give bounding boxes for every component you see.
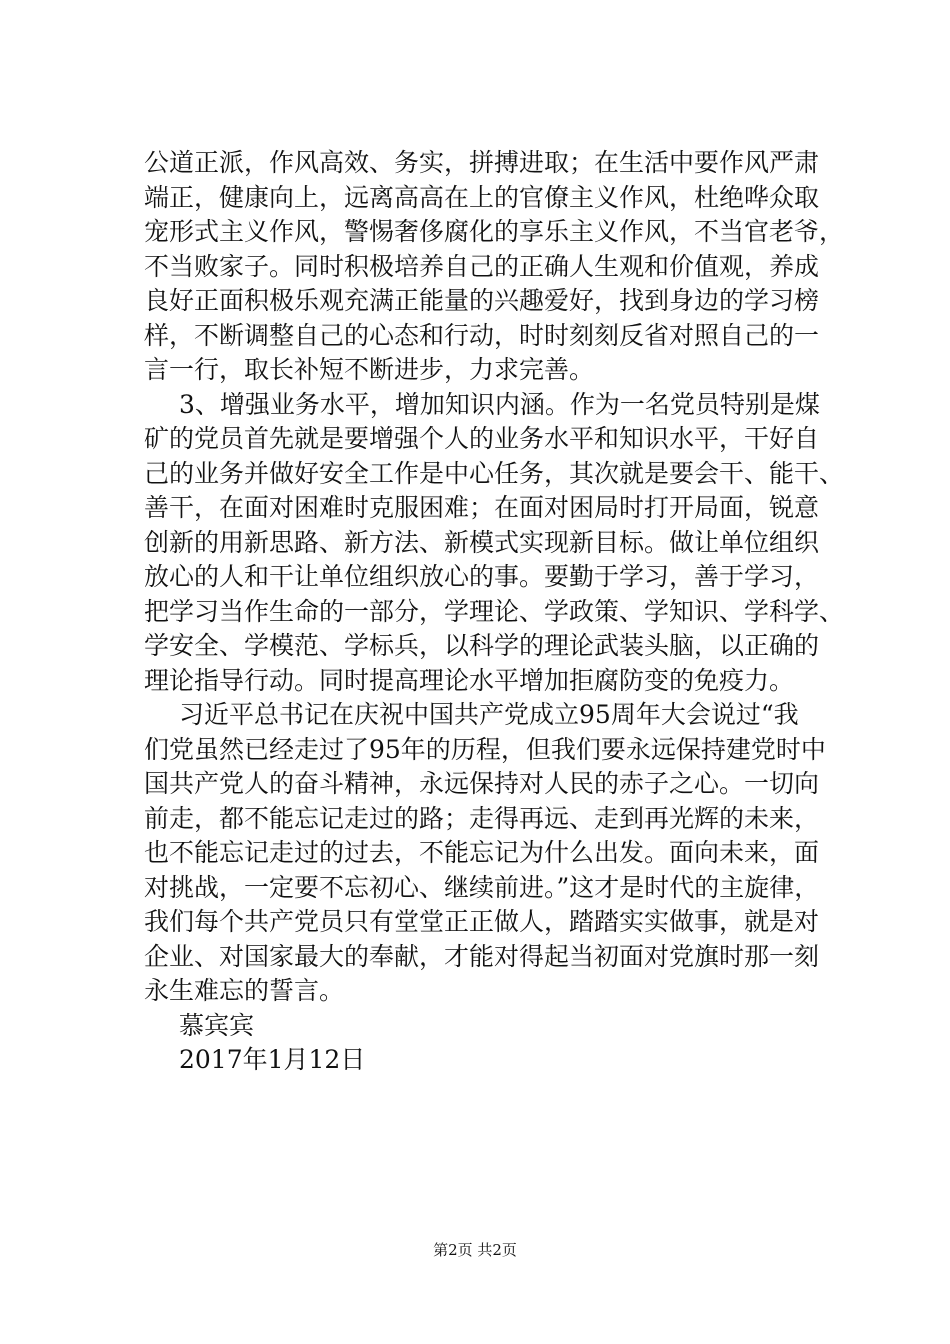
- body-line: 言一行，取长补短不断进步，力求完善。: [144, 355, 595, 384]
- body-line: 公道正派，作风高效、务实，拼搏进取；在生活中要作风严肃: [144, 148, 820, 177]
- body-line: 矿的党员首先就是要增强个人的业务水平和知识水平，干好自: [144, 424, 820, 453]
- body-line: 对挑战，一定要不忘初心、继续前进。”这才是时代的主旋律，: [144, 872, 820, 902]
- body-line: 学安全、学模范、学标兵，以科学的理论武装头脑，以正确的: [144, 631, 820, 660]
- body-line: 前走，都不能忘记走过的路；走得再远、走到再光辉的未来，: [144, 803, 820, 833]
- body-line: 放心的人和干让单位组织放心的事。要勤于学习，善于学习，: [144, 562, 820, 591]
- body-line: 理论指导行动。同时提高理论水平增加拒腐防变的免疫力。: [144, 665, 795, 695]
- body-line: 也不能忘记走过的过去，不能忘记为什么出发。面向未来，面: [144, 838, 820, 867]
- body-line: 良好正面积极乐观充满正能量的兴趣爱好，找到身边的学习榜: [144, 286, 820, 315]
- document-body: [144, 146, 845, 1078]
- body-line: 永生难忘的誓言。: [144, 976, 345, 1005]
- body-line: 们党虽然已经走过了95年的历程，但我们要永远保持建党时中: [144, 734, 826, 764]
- body-line: 己的业务并做好安全工作是中心任务，其次就是要会干、能干、: [144, 458, 845, 488]
- body-line: 习近平总书记在庆祝中国共产党成立95周年大会说过“我: [179, 700, 799, 729]
- author-name: 慕宾宾: [179, 1010, 255, 1040]
- body-line: 端正，健康向上，远离高高在上的官僚主义作风，杜绝哗众取: [144, 182, 820, 212]
- body-line: 宠形式主义作风，警惕奢侈腐化的享乐主义作风，不当官老爷，: [144, 217, 845, 246]
- body-line: 创新的用新思路、新方法、新模式实现新目标。做让单位组织: [144, 527, 820, 557]
- document-date: 2017年1月12日: [179, 1045, 366, 1074]
- body-line: 我们每个共产党员只有堂堂正正做人，踏踏实实做事，就是对: [144, 907, 820, 936]
- body-line: 3、增强业务水平，增加知识内涵。作为一名党员特别是煤: [179, 389, 820, 419]
- body-line: 善干，在面对困难时克服困难；在面对困局时打开局面，锐意: [144, 493, 820, 522]
- body-line: 企业、对国家最大的奉献，才能对得起当初面对党旗时那一刻: [144, 941, 820, 971]
- body-line: 国共产党人的奋斗精神，永远保持对人民的赤子之心。一切向: [144, 769, 820, 798]
- body-line: 把学习当作生命的一部分，学理论、学政策、学知识、学科学、: [144, 596, 845, 626]
- body-line: 样，不断调整自己的心态和行动，时时刻刻反省对照自己的一: [144, 320, 820, 350]
- page-number-footer: 第2页 共2页: [433, 1241, 517, 1259]
- body-line: 不当败家子。同时积极培养自己的正确人生观和价值观，养成: [144, 251, 820, 281]
